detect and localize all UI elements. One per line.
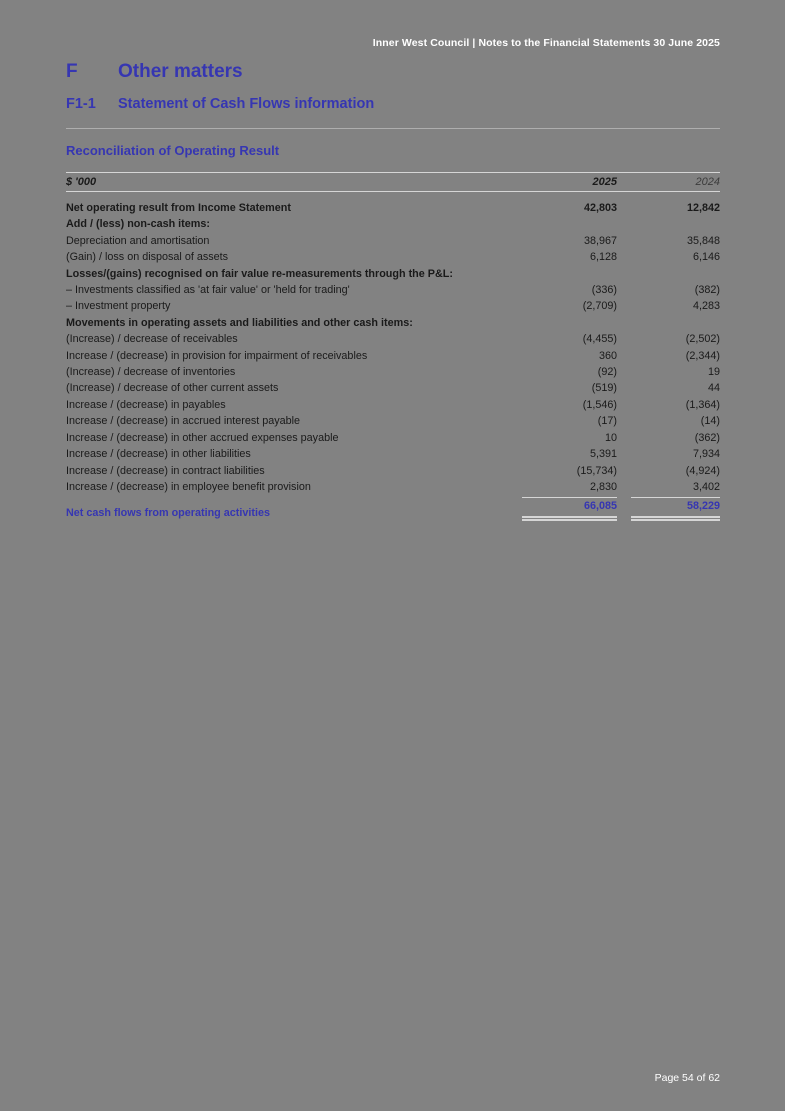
cell-value: 6,146 (692, 251, 720, 264)
row-value-v2025 (522, 496, 617, 522)
row-label: Increase / (decrease) in accrued interest payable (66, 415, 301, 428)
table-row (66, 299, 720, 315)
row-value-v2024 (617, 250, 720, 266)
section-heading (66, 61, 720, 83)
table-row (66, 397, 720, 413)
cell-value: (2,502) (685, 333, 720, 346)
row-label: – Investment property (66, 300, 171, 313)
column-header-2024: 2024 (617, 173, 720, 192)
row-label: Losses/(gains) recognised on fair value re-measurements through the P&L: (66, 267, 453, 280)
cell-value: 5,391 (589, 448, 617, 461)
cell-value: (4,924) (685, 464, 720, 477)
row-value-v2025 (522, 192, 617, 217)
table-row (66, 233, 720, 249)
row-label: Add / (less) non-cash items: (66, 218, 210, 231)
row-value-v2024 (617, 283, 720, 299)
heading-divider (66, 128, 720, 129)
row-value-v2025 (522, 250, 617, 266)
cell-value: 2,830 (589, 480, 617, 493)
table-row (66, 332, 720, 348)
cell-value: 6,128 (589, 251, 617, 264)
cell-value: (92) (597, 366, 617, 379)
cell-value: 58,229 (631, 497, 720, 520)
row-value-v2024 (617, 332, 720, 348)
row-value-v2025 (522, 479, 617, 495)
table-row (66, 250, 720, 266)
table-row (66, 381, 720, 397)
cell-value: 12,842 (686, 202, 720, 214)
row-value-v2025 (522, 283, 617, 299)
cell-value: 35,848 (686, 234, 720, 247)
table-row (66, 430, 720, 446)
row-value-v2025 (522, 332, 617, 348)
row-value-v2024 (617, 496, 720, 522)
row-label: Net operating result from Income Statement (66, 202, 291, 214)
cell-value: 360 (598, 349, 617, 362)
subsection-number: F1-1 (66, 96, 96, 112)
row-value-v2024 (617, 365, 720, 381)
row-value-v2024 (617, 217, 720, 233)
cell-value: 44 (707, 382, 720, 395)
cell-value: 4,283 (692, 300, 720, 313)
row-value-v2024 (617, 233, 720, 249)
row-value-v2024 (617, 266, 720, 282)
row-label: Increase / (decrease) in payables (66, 398, 226, 411)
row-label: (Increase) / decrease of other current assets (66, 382, 279, 395)
table-row (66, 414, 720, 430)
cell-value: (2,344) (685, 349, 720, 362)
cell-value: (362) (694, 431, 720, 444)
row-label: Increase / (decrease) in provision for impairment of receivables (66, 349, 368, 362)
cell-value: 3,402 (692, 480, 720, 493)
table-row (66, 463, 720, 479)
cell-value: 38,967 (583, 234, 617, 247)
row-label: Net cash flows from operating activities (66, 507, 270, 520)
subsection-heading (66, 96, 720, 112)
table-title: Reconciliation of Operating Result (66, 143, 280, 158)
table-row (66, 365, 720, 381)
table-row (66, 479, 720, 495)
row-value-v2025 (522, 217, 617, 233)
row-label: – Investments classified as 'at fair value' or 'held for trading' (66, 284, 350, 297)
table-row (66, 192, 720, 217)
cell-value: (336) (591, 284, 617, 297)
row-value-v2025 (522, 414, 617, 430)
cell-value: 66,085 (522, 497, 617, 520)
row-label: Depreciation and amortisation (66, 234, 210, 247)
cell-value: (17) (597, 415, 617, 428)
row-value-v2025 (522, 463, 617, 479)
row-label: Increase / (decrease) in contract liabilities (66, 464, 265, 477)
cell-value: 19 (707, 366, 720, 379)
cell-value: 42,803 (583, 202, 617, 214)
row-value-v2025 (522, 315, 617, 331)
table-row (66, 217, 720, 233)
cell-value: (4,455) (582, 333, 617, 346)
table-row (66, 315, 720, 331)
row-label: Increase / (decrease) in other accrued expenses payable (66, 431, 339, 444)
section-letter: F (66, 61, 78, 82)
table-row (66, 283, 720, 299)
cell-value: (382) (694, 284, 720, 297)
section-title: Other matters (118, 61, 243, 82)
row-value-v2025 (522, 266, 617, 282)
row-label: (Increase) / decrease of receivables (66, 333, 238, 346)
column-header-2025: 2025 (522, 173, 617, 192)
subsection-title: Statement of Cash Flows information (118, 96, 375, 112)
table-row (66, 496, 720, 522)
row-value-v2024 (617, 447, 720, 463)
row-value-v2025 (522, 447, 617, 463)
row-value-v2024 (617, 430, 720, 446)
table-row (66, 266, 720, 282)
row-value-v2024 (617, 192, 720, 217)
column-header-unit: $ '000 (66, 173, 522, 192)
cell-value: (15,734) (576, 464, 617, 477)
cell-value: 10 (604, 431, 617, 444)
row-value-v2024 (617, 315, 720, 331)
row-label: (Increase) / decrease of inventories (66, 366, 236, 379)
row-value-v2024 (617, 463, 720, 479)
row-value-v2024 (617, 348, 720, 364)
cashflow-reconciliation-table (66, 172, 720, 522)
cell-value: 7,934 (692, 448, 720, 461)
row-value-v2024 (617, 299, 720, 315)
table-row (66, 348, 720, 364)
row-value-v2025 (522, 299, 617, 315)
row-value-v2024 (617, 479, 720, 495)
cell-value: (14) (700, 415, 720, 428)
cashflow-table-body (66, 192, 720, 523)
cell-value: (1,364) (685, 398, 720, 411)
row-value-v2024 (617, 381, 720, 397)
row-label: Movements in operating assets and liabilities and other cash items: (66, 316, 413, 329)
row-value-v2025 (522, 365, 617, 381)
row-label: (Gain) / loss on disposal of assets (66, 251, 229, 264)
cell-value: (2,709) (582, 300, 617, 313)
row-value-v2025 (522, 430, 617, 446)
row-label: Increase / (decrease) in employee benefit provision (66, 480, 311, 493)
cell-value: (1,546) (582, 398, 617, 411)
row-value-v2025 (522, 233, 617, 249)
row-value-v2025 (522, 397, 617, 413)
table-header (66, 173, 720, 192)
table-row (66, 447, 720, 463)
row-value-v2024 (617, 414, 720, 430)
row-label: Increase / (decrease) in other liabilities (66, 448, 251, 461)
page-number: Page 54 of 62 (654, 1072, 720, 1084)
row-value-v2025 (522, 348, 617, 364)
cell-value: (519) (591, 382, 617, 395)
document-header-text: Inner West Council | Notes to the Financial Statements 30 June 2025 (372, 37, 720, 49)
row-value-v2025 (522, 381, 617, 397)
row-value-v2024 (617, 397, 720, 413)
